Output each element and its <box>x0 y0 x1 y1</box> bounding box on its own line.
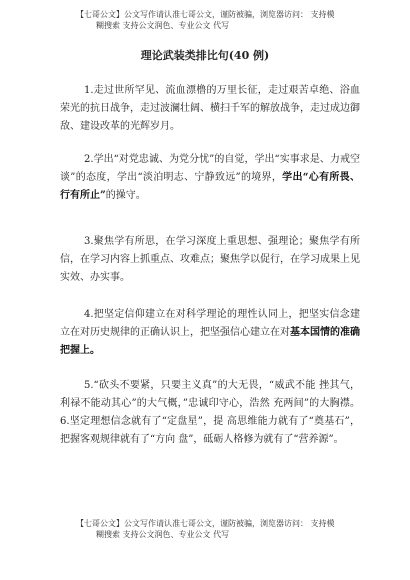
paragraph-4 <box>60 306 360 360</box>
paragraph-2-text: 2.学出“对党忠诚、为党分忧”的自觉，学出“实事求是、力戒空谈”的态度，学出“淡泊明志、宁静致远”的境界， <box>60 154 360 183</box>
header-line-1: 【七哥公文】公文写作请认准七哥公文，谨防被骗，浏览器访问： 支持模 <box>76 10 335 19</box>
footer-line-2: 糊搜索 支持公文润色、专业公文 代写 <box>96 530 230 539</box>
paragraph-2 <box>60 151 360 205</box>
page-footer <box>76 518 376 540</box>
paragraph-5-text: 5.“砍头不要紧，只要主义真”的大无畏，“威武不能 挫其气，利禄不能动其心”的大气概，”忠诚印守心，浩然 充两间”的大胸襟。6.坚定理想信念就有了“定盘星”，提 高思维能力就有了“奠基石”，把握客观规律就有了“方向 盘”，砥砺人格修为就有了“营养源”。 <box>60 380 360 445</box>
paragraph-5 <box>60 377 360 449</box>
paragraph-4-text: 4.把坚定信仰建立在对科学理论的理性认同上，把坚实信念建立在对历史规律的正确认识上，把坚强信心建立在对 <box>60 309 360 338</box>
paragraph-1 <box>60 82 360 136</box>
paragraph-2-tail: 的操守。 <box>105 190 146 201</box>
page-header <box>76 9 376 31</box>
paragraph-1-text: 1.走过世所罕见、流血漂橹的万里长征，走过艰苦卓绝、浴血荣光的抗日战争，走过波澜壮阔、横扫千军的解放战争，走过成边御敌、建设改革的光辉岁月。 <box>60 85 360 132</box>
document-title: 理论武装类排比句(40 例) <box>140 49 270 62</box>
paragraph-4-bold: 基本国情的准确把握上。 <box>60 327 360 356</box>
header-line-2: 糊搜索 支持公文润色、专业公文 代写 <box>96 21 230 30</box>
paragraph-3-text: 3.聚焦学有所思，在学习深度上重思想、强理论；聚焦学有所信，在学习内容上抓重点、攻难点；聚焦学以促行，在学习成果上见实效、办实事。 <box>60 236 360 283</box>
paragraph-3 <box>60 233 360 287</box>
paragraph-2-bold: 学出“心有所畏、行有所止” <box>60 172 360 201</box>
footer-line-1: 【七哥公文】公文写作请认准七哥公文，谨防被骗，浏览器访问： 支持模 <box>76 519 335 528</box>
